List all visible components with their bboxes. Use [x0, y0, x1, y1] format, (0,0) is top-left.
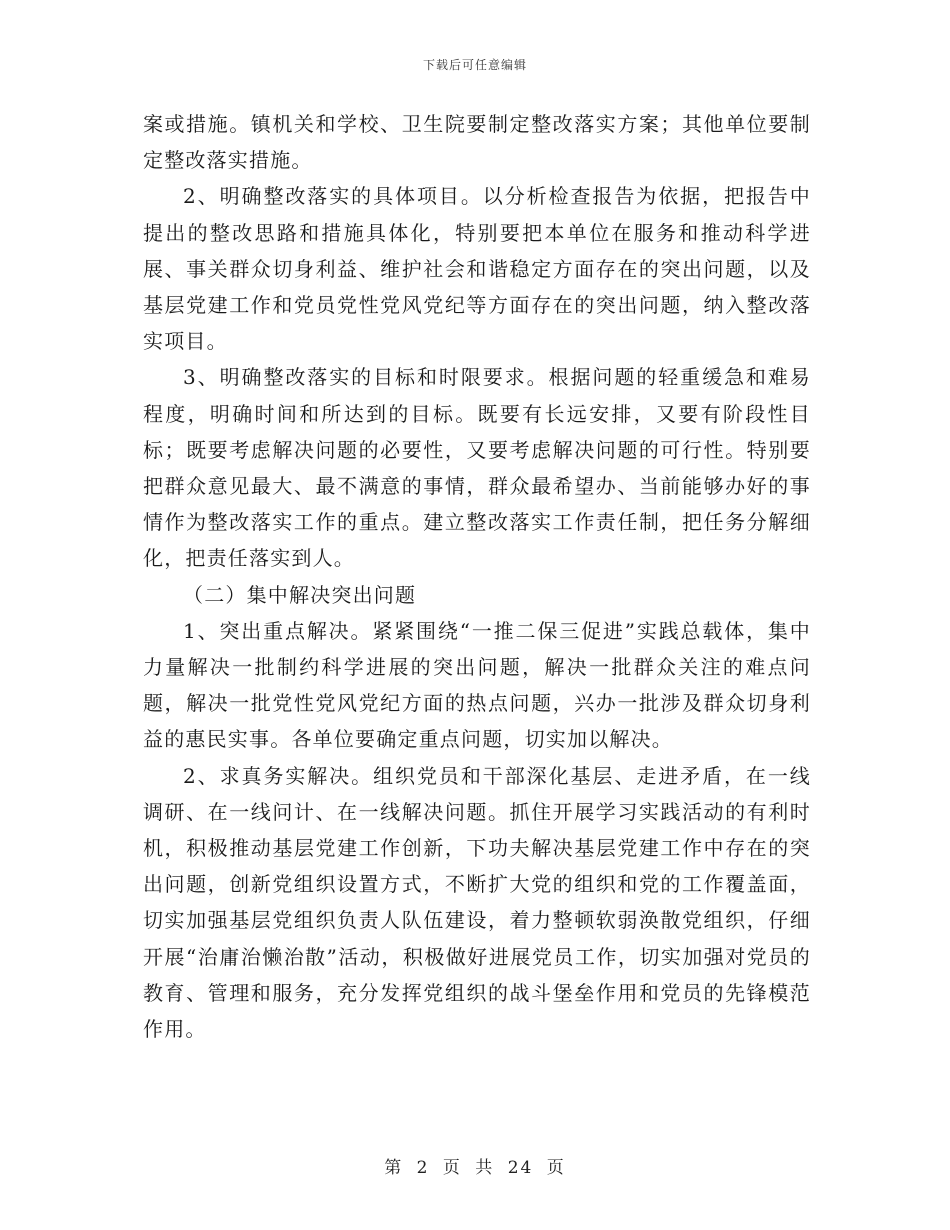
paragraph: 2、明确整改落实的具体项目。以分析检查报告为依据，把报告中提出的整改思路和措施具体化，特别要把本单位在服务和推动科学进展、事关群众切身利益、维护社会和谐稳定方面存在的突出问题，以及基层党建工作和党员党性党风党纪等方面存在的突出问题，纳入整改落实项目。	[143, 184, 811, 354]
page-number: 第 2 页 共 24 页	[384, 1158, 566, 1178]
section-heading: （二）集中解决突出问题	[183, 582, 417, 607]
paragraph: 1、突出重点解决。紧紧围绕“一推二保三促进”实践总载体，集中力量解决一批制约科学进展的突出问题，解决一批群众关注的难点问题，解决一批党性党风党纪方面的热点问题，兴办一批涉及群众切身利益的惠民实事。各单位要确定重点问题，切实加以解决。	[143, 618, 811, 752]
paragraph: 2、求真务实解决。组织党员和干部深化基层、走进矛盾，在一线调研、在一线问计、在一线解决问题。抓住开展学习实践活动的有利时机，积极推动基层党建工作创新，下功夫解决基层党建工作中存在的突出问题，创新党组织设置方式，不断扩大党的组织和党的工作覆盖面，切实加强基层党组织负责人队伍建设，着力整顿软弱涣散党组织，仔细开展“治庸治懒治散”活动，积极做好进展党员工作，切实加强对党员的教育、管理和服务，充分发挥党组织的战斗堡垒作用和党员的先锋模范作用。	[143, 763, 811, 1042]
paragraph: 3、明确整改落实的目标和时限要求。根据问题的轻重缓急和难易程度，明确时间和所达到的目标。既要有长远安排，又要有阶段性目标；既要考虑解决问题的必要性，又要考虑解决问题的可行性。特别要把群众意见最大、最不满意的事情，群众最希望办、当前能够办好的事情作为整改落实工作的重点。建立整改落实工作责任制，把任务分解细化，把责任落实到人。	[143, 365, 811, 571]
body-text	[143, 106, 811, 1047]
header-note: 下载后可任意编辑	[422, 58, 527, 72]
paragraph: 案或措施。镇机关和学校、卫生院要制定整改落实方案；其他单位要制定整改落实措施。	[143, 112, 811, 173]
